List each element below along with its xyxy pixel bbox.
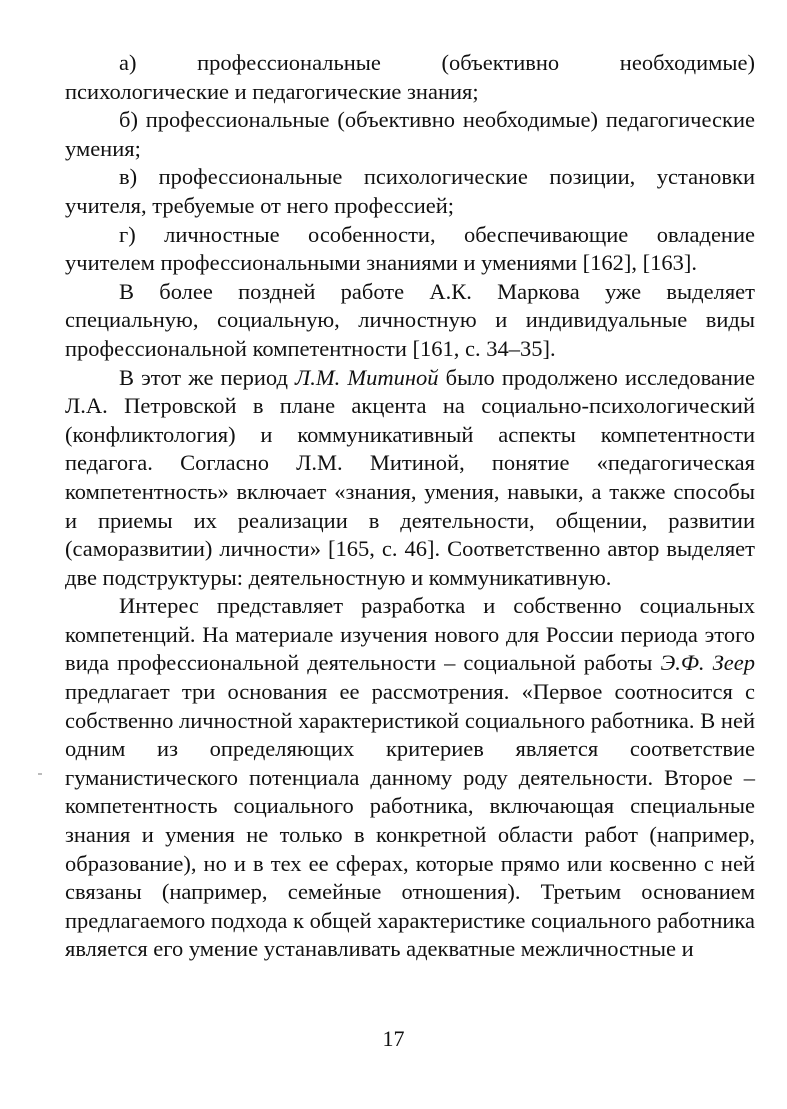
paragraph-zeer [65,592,755,964]
paragraph-mitina [65,364,755,593]
text-segment: предлагает три основания ее рассмотрения. «Первое соотносится с собственно личностной характеристикой социального работника. В ней одним из определяющих критериев является соответствие гуманистического потенциала данному роду деятельности. Второе – компетентность социального работника, включающая специальные знания и умения не только в конкретной области работ (например, образование), но и в тех ее сферах, которые прямо или косвенно с ней связаны (например, семейные отношения). Третьим основанием предлагаемого подхода к общей характеристике социального работника является его умение устанавливать адекватные межличностные и [65,679,755,962]
paragraph-markova [65,278,755,364]
scan-margin-mark [38,773,42,775]
text-segment: б) профессиональные (объективно необходимые) педагогические умения; [65,107,755,161]
paragraph-list-c [65,163,755,220]
text-segment: г) личностные особенности, обеспечивающие овладение учителем профессиональными знаниями и умениями [162], [163]. [65,221,755,276]
paragraph-list-d [65,221,755,278]
text-segment: было продолжено исследование Л.А. Петровской в плане акцента на социально-психологический (конфликтология) и коммуникативный аспекты компетентности педагога. Согласно Л.М. Митиной, понятие «педагогическая компетентность» включает «знания, умения, навыки, а также способы и приемы их реализации в деятельности, общении, развитии (саморазвитии) личности» [165, с. 46]. Соответственно автор выделяет две подструктуры: деятельностную и коммуникативную. [65,364,755,590]
text-segment: Интерес представляет разработка и собственно социальных компетенций. На материале изучения нового для России периода этого вида профессиональной деятельности – социальной работы [65,593,755,676]
author-name-italic: Э.Ф. Зеер [660,650,755,676]
author-name-italic: Л.М. Митиной [295,364,439,390]
paragraph-list-a [65,49,755,106]
body-text [65,49,755,964]
text-segment: В более поздней работе А.К. Маркова уже выделяет специальную, социальную, личностную и индивидуальные виды профессиональной компетентности [161, с. 34–35]. [65,278,755,361]
text-segment: В этот же период [119,364,296,390]
text-segment: в) профессиональные психологические позиции, установки учителя, требуемые от него профессией; [65,164,755,218]
page-number: 17 [382,1026,405,1051]
paragraph-list-b [65,106,755,163]
text-segment: а) профессиональные (объективно необходимые) психологические и педагогические знания; [65,50,755,104]
